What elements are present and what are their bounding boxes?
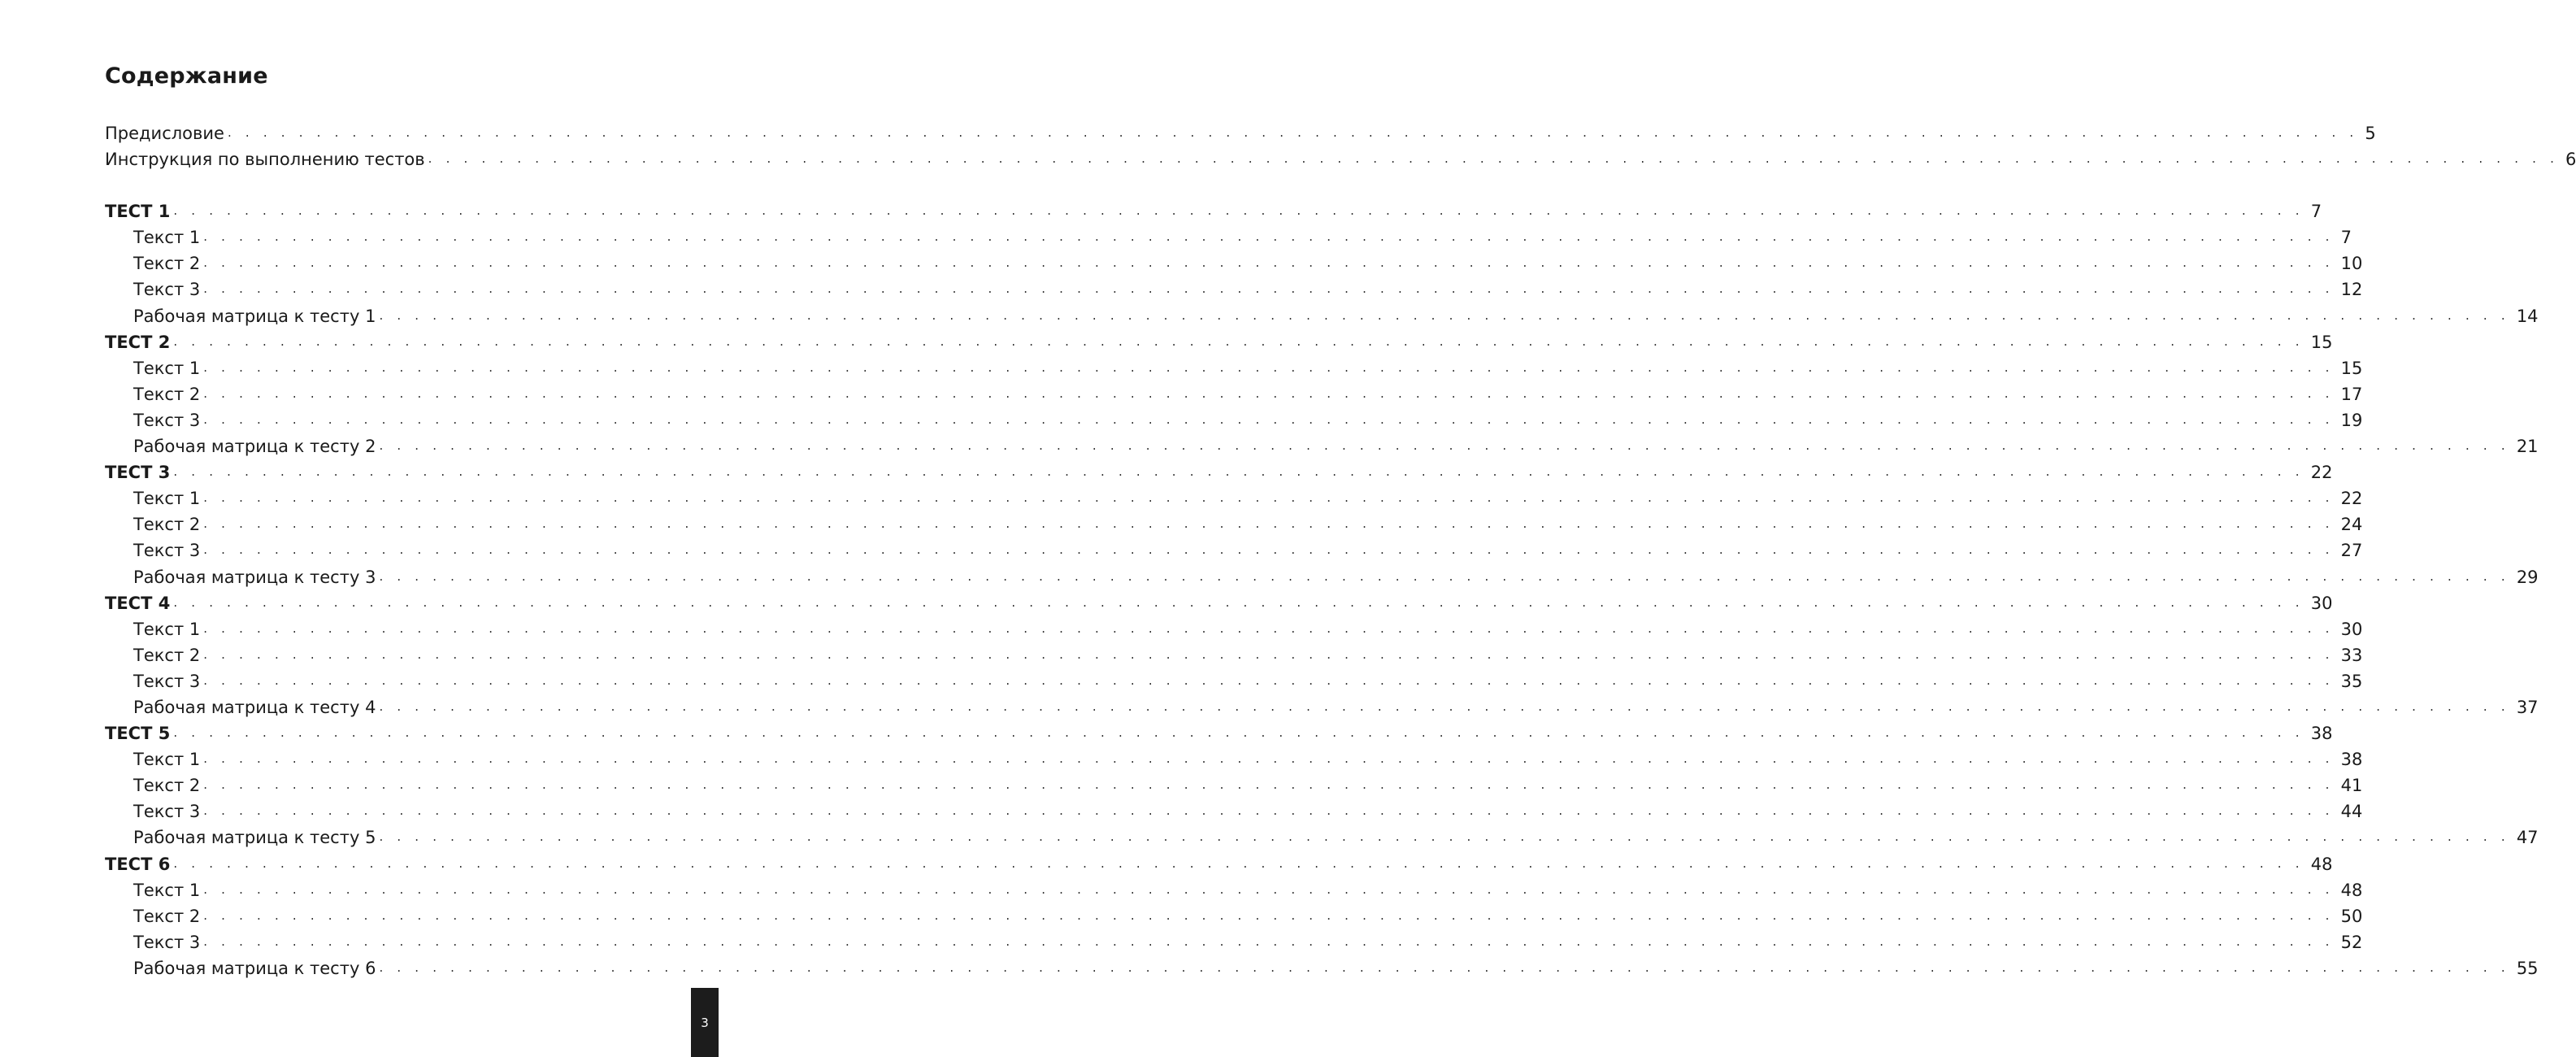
toc-entry-label: Текст 3 — [133, 541, 201, 561]
toc-entry-label: Текст 1 — [133, 619, 201, 639]
toc-entry-page: 21 — [2516, 437, 2539, 457]
toc-entry-page: 41 — [2340, 776, 2363, 796]
toc-entry-page: 35 — [2340, 671, 2363, 691]
toc-entry-label: Текст 3 — [133, 671, 201, 691]
toc-entry[interactable] — [105, 564, 2539, 590]
dot-leader: . . . . . . . . . . . . . . . . . . . . . . . . . . . . . . . . . . . . . . . . . . . . . . . . . . . . . . . . . . . . . . . . . . . . . . . . . . . . . . . . . . . . . . . . . . . . . . . . . . . . . . . . . . . . . . . . . . . . . . . . — [203, 777, 2335, 793]
toc-entry-page: 48 — [2310, 854, 2333, 874]
dot-leader: . . . . . . . . . . . . . . . . . . . . . . . . . . . . . . . . . . . . . . . . . . . . . . . . . . . . . . . . . . . . . . . . . . . . . . . . . . . . . . . . . . . . . . . . . . . . . . . . . . . . . . . . . . . . . . . . . . . . . . . . — [203, 255, 2335, 271]
dot-leader: . . . . . . . . . . . . . . . . . . . . . . . . . . . . . . . . . . . . . . . . . . . . . . . . . . . . . . . . . . . . . . . . . . . . . . . . . . . . . . . . . . . . . . . . . . . . . . . . . . . . . . . . . . . . . . . . . . . . . . . . — [203, 881, 2335, 897]
toc-entry[interactable] — [105, 694, 2539, 720]
toc-entry-label: Рабочая матрица к тесту 1 — [133, 306, 376, 326]
toc-entry-page: 47 — [2516, 828, 2539, 848]
toc-entry[interactable] — [105, 668, 2363, 694]
dot-leader: . . . . . . . . . . . . . . . . . . . . . . . . . . . . . . . . . . . . . . . . . . . . . . . . . . . . . . . . . . . . . . . . . . . . . . . . . . . . . . . . . . . . . . . . . . . . . . . . . . . . . . . . . . . . . . . . . . . . . . . . — [379, 438, 2510, 454]
toc-entry-label: Текст 2 — [133, 645, 201, 665]
toc-entry-page: 38 — [2310, 724, 2333, 744]
toc-entry-page: 6 — [2565, 150, 2576, 170]
toc-entry-page: 30 — [2340, 619, 2363, 639]
page-title: Содержание — [105, 63, 268, 89]
dot-leader: . . . . . . . . . . . . . . . . . . . . . . . . . . . . . . . . . . . . . . . . . . . . . . . . . . . . . . . . . . . . . . . . . . . . . . . . . . . . . . . . . . . . . . . . . . . . . . . . . . . . . . . . . . . . . . . . . . . . . . . . — [173, 725, 2304, 741]
toc-entry[interactable] — [105, 772, 2363, 798]
toc-entry-label: Текст 1 — [133, 750, 201, 770]
toc-entry-page: 33 — [2340, 645, 2363, 665]
toc-section-entry[interactable] — [105, 851, 2333, 877]
toc-entry-page: 48 — [2340, 880, 2363, 900]
toc-entry-label: ТЕСТ 1 — [105, 202, 171, 222]
toc-entry-label: ТЕСТ 2 — [105, 332, 171, 352]
toc-entry-label: Текст 3 — [133, 932, 201, 952]
toc-entry-label: Текст 2 — [133, 776, 201, 796]
toc-entry-page: 19 — [2340, 410, 2363, 430]
toc-entry-page: 27 — [2340, 541, 2363, 561]
toc-entry-page: 15 — [2310, 332, 2333, 352]
toc-entry-page: 55 — [2516, 958, 2539, 978]
toc-entry-label: ТЕСТ 3 — [105, 463, 171, 483]
toc-entry[interactable] — [105, 955, 2539, 981]
toc-entry[interactable] — [105, 381, 2363, 407]
toc-entry-label: Текст 2 — [133, 254, 201, 274]
toc-entry[interactable] — [105, 146, 2576, 172]
toc-entry-label: Текст 1 — [133, 358, 201, 378]
toc-entry-label: Рабочая матрица к тесту 6 — [133, 958, 376, 978]
toc-section-entry[interactable] — [105, 590, 2333, 616]
dot-leader: . . . . . . . . . . . . . . . . . . . . . . . . . . . . . . . . . . . . . . . . . . . . . . . . . . . . . . . . . . . . . . . . . . . . . . . . . . . . . . . . . . . . . . . . . . . . . . . . . . . . . . . . . . . . . . . . . . . . . . . . — [203, 542, 2335, 558]
dot-leader: . . . . . . . . . . . . . . . . . . . . . . . . . . . . . . . . . . . . . . . . . . . . . . . . . . . . . . . . . . . . . . . . . . . . . . . . . . . . . . . . . . . . . . . . . . . . . . . . . . . . . . . . . . . . . . . . . . . . . . . . — [203, 385, 2335, 401]
dot-leader: . . . . . . . . . . . . . . . . . . . . . . . . . . . . . . . . . . . . . . . . . . . . . . . . . . . . . . . . . . . . . . . . . . . . . . . . . . . . . . . . . . . . . . . . . . . . . . . . . . . . . . . . . . . . . . . . . . . . . . . . — [203, 803, 2335, 819]
dot-leader: . . . . . . . . . . . . . . . . . . . . . . . . . . . . . . . . . . . . . . . . . . . . . . . . . . . . . . . . . . . . . . . . . . . . . . . . . . . . . . . . . . . . . . . . . . . . . . . . . . . . . . . . . . . . . . . . . . . . . . . . — [227, 125, 2359, 140]
toc-entry-page: 24 — [2340, 515, 2363, 535]
toc-entry[interactable] — [105, 224, 2352, 250]
dot-leader: . . . . . . . . . . . . . . . . . . . . . . . . . . . . . . . . . . . . . . . . . . . . . . . . . . . . . . . . . . . . . . . . . . . . . . . . . . . . . . . . . . . . . . . . . . . . . . . . . . . . . . . . . . . . . . . . . . . . . . . . — [203, 620, 2335, 636]
dot-leader: . . . . . . . . . . . . . . . . . . . . . . . . . . . . . . . . . . . . . . . . . . . . . . . . . . . . . . . . . . . . . . . . . . . . . . . . . . . . . . . . . . . . . . . . . . . . . . . . . . . . . . . . . . . . . . . . . . . . . . . . — [203, 359, 2335, 375]
dot-leader: . . . . . . . . . . . . . . . . . . . . . . . . . . . . . . . . . . . . . . . . . . . . . . . . . . . . . . . . . . . . . . . . . . . . . . . . . . . . . . . . . . . . . . . . . . . . . . . . . . . . . . . . . . . . . . . . . . . . . . . . — [203, 490, 2335, 506]
dot-leader: . . . . . . . . . . . . . . . . . . . . . . . . . . . . . . . . . . . . . . . . . . . . . . . . . . . . . . . . . . . . . . . . . . . . . . . . . . . . . . . . . . . . . . . . . . . . . . . . . . . . . . . . . . . . . . . . . . . . . . . . — [173, 594, 2304, 610]
dot-leader: . . . . . . . . . . . . . . . . . . . . . . . . . . . . . . . . . . . . . . . . . . . . . . . . . . . . . . . . . . . . . . . . . . . . . . . . . . . . . . . . . . . . . . . . . . . . . . . . . . . . . . . . . . . . . . . . . . . . . . . . — [173, 855, 2304, 871]
toc-entry-label: Рабочая матрица к тесту 3 — [133, 567, 376, 587]
toc-section-entry[interactable] — [105, 329, 2333, 355]
toc-entry-page: 7 — [2310, 202, 2322, 222]
toc-entry[interactable] — [105, 616, 2363, 642]
table-of-contents — [105, 120, 2576, 981]
toc-entry-page: 14 — [2516, 306, 2539, 326]
toc-entry-label: Текст 2 — [133, 515, 201, 535]
toc-entry-page: 52 — [2340, 932, 2363, 952]
toc-entry[interactable] — [105, 746, 2363, 772]
toc-entry[interactable] — [105, 407, 2363, 433]
dot-leader: . . . . . . . . . . . . . . . . . . . . . . . . . . . . . . . . . . . . . . . . . . . . . . . . . . . . . . . . . . . . . . . . . . . . . . . . . . . . . . . . . . . . . . . . . . . . . . . . . . . . . . . . . . . . . . . . . . . . . . . . — [379, 829, 2510, 845]
toc-entry[interactable] — [105, 120, 2376, 146]
toc-entry-page: 7 — [2340, 228, 2352, 248]
toc-entry-label: Текст 3 — [133, 410, 201, 430]
toc-entry[interactable] — [105, 355, 2363, 381]
dot-leader: . . . . . . . . . . . . . . . . . . . . . . . . . . . . . . . . . . . . . . . . . . . . . . . . . . . . . . . . . . . . . . . . . . . . . . . . . . . . . . . . . . . . . . . . . . . . . . . . . . . . . . . . . . . . . . . . . . . . . . . . — [203, 281, 2335, 297]
toc-section-entry[interactable] — [105, 459, 2333, 485]
toc-section-entry[interactable] — [105, 720, 2333, 746]
toc-entry[interactable] — [105, 903, 2363, 929]
toc-entry-page: 22 — [2310, 463, 2333, 483]
toc-entry-label: ТЕСТ 6 — [105, 854, 171, 874]
toc-entry-label: Текст 1 — [133, 880, 201, 900]
toc-entry[interactable] — [105, 824, 2539, 850]
toc-entry-label: ТЕСТ 5 — [105, 724, 171, 744]
toc-entry-label: Текст 3 — [133, 280, 201, 300]
toc-entry-page: 17 — [2340, 384, 2363, 404]
dot-leader: . . . . . . . . . . . . . . . . . . . . . . . . . . . . . . . . . . . . . . . . . . . . . . . . . . . . . . . . . . . . . . . . . . . . . . . . . . . . . . . . . . . . . . . . . . . . . . . . . . . . . . . . . . . . . . . . . . . . . . . . — [203, 907, 2335, 923]
toc-entry-label: Инструкция по выполнению тестов — [105, 150, 425, 170]
page-number-tab — [691, 988, 719, 1057]
toc-entry-page: 5 — [2365, 124, 2376, 143]
toc-entry-page: 37 — [2516, 697, 2539, 717]
toc-entry[interactable] — [105, 276, 2363, 302]
toc-entry-label: Предисловие — [105, 124, 224, 143]
dot-leader: . . . . . . . . . . . . . . . . . . . . . . . . . . . . . . . . . . . . . . . . . . . . . . . . . . . . . . . . . . . . . . . . . . . . . . . . . . . . . . . . . . . . . . . . . . . . . . . . . . . . . . . . . . . . . . . . . . . . . . . . — [203, 646, 2335, 662]
toc-entry-page: 10 — [2340, 254, 2363, 274]
dot-leader: . . . . . . . . . . . . . . . . . . . . . . . . . . . . . . . . . . . . . . . . . . . . . . . . . . . . . . . . . . . . . . . . . . . . . . . . . . . . . . . . . . . . . . . . . . . . . . . . . . . . . . . . . . . . . . . . . . . . . . . . — [203, 751, 2335, 767]
dot-leader: . . . . . . . . . . . . . . . . . . . . . . . . . . . . . . . . . . . . . . . . . . . . . . . . . . . . . . . . . . . . . . . . . . . . . . . . . . . . . . . . . . . . . . . . . . . . . . . . . . . . . . . . . . . . . . . . . . . . . . . . — [379, 568, 2510, 584]
dot-leader: . . . . . . . . . . . . . . . . . . . . . . . . . . . . . . . . . . . . . . . . . . . . . . . . . . . . . . . . . . . . . . . . . . . . . . . . . . . . . . . . . . . . . . . . . . . . . . . . . . . . . . . . . . . . . . . . . . . . . . . . — [203, 411, 2335, 427]
toc-entry-label: Текст 3 — [133, 802, 201, 822]
toc-section-entry[interactable] — [105, 198, 2322, 224]
dot-leader: . . . . . . . . . . . . . . . . . . . . . . . . . . . . . . . . . . . . . . . . . . . . . . . . . . . . . . . . . . . . . . . . . . . . . . . . . . . . . . . . . . . . . . . . . . . . . . . . . . . . . . . . . . . . . . . . . . . . . . . . — [428, 151, 2560, 167]
toc-entry-label: ТЕСТ 4 — [105, 593, 171, 613]
toc-entry[interactable] — [105, 929, 2363, 955]
dot-leader: . . . . . . . . . . . . . . . . . . . . . . . . . . . . . . . . . . . . . . . . . . . . . . . . . . . . . . . . . . . . . . . . . . . . . . . . . . . . . . . . . . . . . . . . . . . . . . . . . . . . . . . . . . . . . . . . . . . . . . . . — [203, 229, 2335, 245]
toc-entry-page: 50 — [2340, 906, 2363, 926]
toc-entry-page: 22 — [2340, 489, 2363, 509]
dot-leader: . . . . . . . . . . . . . . . . . . . . . . . . . . . . . . . . . . . . . . . . . . . . . . . . . . . . . . . . . . . . . . . . . . . . . . . . . . . . . . . . . . . . . . . . . . . . . . . . . . . . . . . . . . . . . . . . . . . . . . . . — [203, 672, 2335, 688]
toc-entry[interactable] — [105, 537, 2363, 563]
toc-entry-page: 12 — [2340, 280, 2363, 300]
toc-entry-label: Рабочая матрица к тесту 2 — [133, 437, 376, 457]
toc-entry-label: Рабочая матрица к тесту 5 — [133, 828, 376, 848]
toc-entry-page: 30 — [2310, 593, 2333, 613]
toc-entry-label: Текст 2 — [133, 384, 201, 404]
page-number: 3 — [701, 1015, 709, 1030]
dot-leader: . . . . . . . . . . . . . . . . . . . . . . . . . . . . . . . . . . . . . . . . . . . . . . . . . . . . . . . . . . . . . . . . . . . . . . . . . . . . . . . . . . . . . . . . . . . . . . . . . . . . . . . . . . . . . . . . . . . . . . . . — [203, 933, 2335, 949]
toc-entry[interactable] — [105, 250, 2363, 276]
toc-entry-label: Текст 1 — [133, 489, 201, 509]
toc-entry[interactable] — [105, 642, 2363, 668]
toc-entry-page: 15 — [2340, 358, 2363, 378]
dot-leader: . . . . . . . . . . . . . . . . . . . . . . . . . . . . . . . . . . . . . . . . . . . . . . . . . . . . . . . . . . . . . . . . . . . . . . . . . . . . . . . . . . . . . . . . . . . . . . . . . . . . . . . . . . . . . . . . . . . . . . . . — [173, 203, 2304, 219]
dot-leader: . . . . . . . . . . . . . . . . . . . . . . . . . . . . . . . . . . . . . . . . . . . . . . . . . . . . . . . . . . . . . . . . . . . . . . . . . . . . . . . . . . . . . . . . . . . . . . . . . . . . . . . . . . . . . . . . . . . . . . . . — [379, 307, 2510, 323]
toc-entry[interactable] — [105, 303, 2539, 329]
toc-entry[interactable] — [105, 877, 2363, 903]
toc-entry-label: Рабочая матрица к тесту 4 — [133, 697, 376, 717]
toc-entry[interactable] — [105, 485, 2363, 511]
toc-entry-page: 44 — [2340, 802, 2363, 822]
toc-entry-label: Текст 2 — [133, 906, 201, 926]
toc-entry[interactable] — [105, 433, 2539, 459]
dot-leader: . . . . . . . . . . . . . . . . . . . . . . . . . . . . . . . . . . . . . . . . . . . . . . . . . . . . . . . . . . . . . . . . . . . . . . . . . . . . . . . . . . . . . . . . . . . . . . . . . . . . . . . . . . . . . . . . . . . . . . . . — [203, 516, 2335, 532]
dot-leader: . . . . . . . . . . . . . . . . . . . . . . . . . . . . . . . . . . . . . . . . . . . . . . . . . . . . . . . . . . . . . . . . . . . . . . . . . . . . . . . . . . . . . . . . . . . . . . . . . . . . . . . . . . . . . . . . . . . . . . . . — [379, 698, 2510, 714]
dot-leader: . . . . . . . . . . . . . . . . . . . . . . . . . . . . . . . . . . . . . . . . . . . . . . . . . . . . . . . . . . . . . . . . . . . . . . . . . . . . . . . . . . . . . . . . . . . . . . . . . . . . . . . . . . . . . . . . . . . . . . . . — [173, 464, 2304, 480]
dot-leader: . . . . . . . . . . . . . . . . . . . . . . . . . . . . . . . . . . . . . . . . . . . . . . . . . . . . . . . . . . . . . . . . . . . . . . . . . . . . . . . . . . . . . . . . . . . . . . . . . . . . . . . . . . . . . . . . . . . . . . . . — [173, 333, 2304, 349]
toc-entry[interactable] — [105, 798, 2363, 824]
toc-entry-label: Текст 1 — [133, 228, 201, 248]
toc-entry-page: 38 — [2340, 750, 2363, 770]
dot-leader: . . . . . . . . . . . . . . . . . . . . . . . . . . . . . . . . . . . . . . . . . . . . . . . . . . . . . . . . . . . . . . . . . . . . . . . . . . . . . . . . . . . . . . . . . . . . . . . . . . . . . . . . . . . . . . . . . . . . . . . . — [379, 959, 2510, 975]
toc-entry[interactable] — [105, 511, 2363, 537]
toc-entry-page: 29 — [2516, 567, 2539, 587]
